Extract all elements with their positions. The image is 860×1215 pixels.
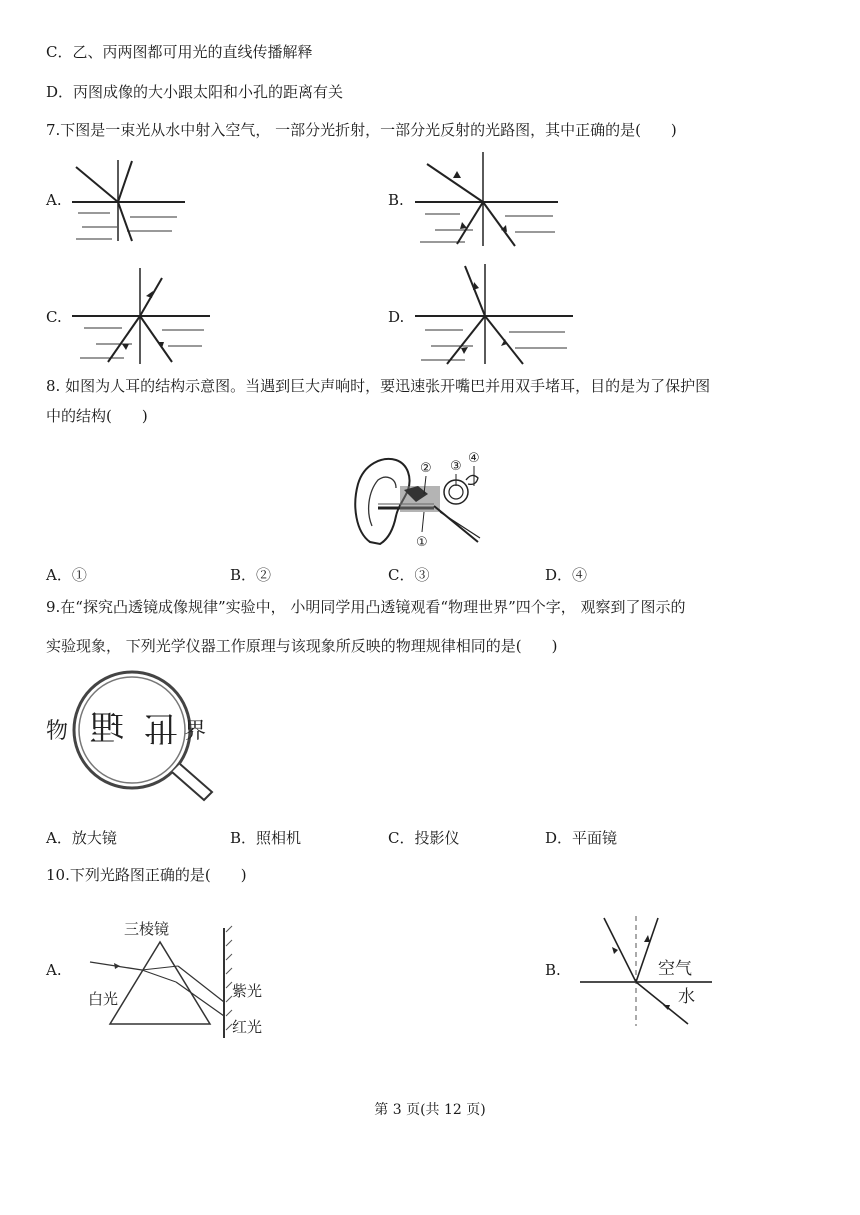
- q9-stem-line1: 9.在“探究凸透镜成像规律”实验中， 小明同学用凸透镜观看“物理世界”四个字， 观察到了图示的: [46, 598, 686, 616]
- q10-stem: 10.下列光路图正确的是( ): [46, 866, 247, 884]
- q7-option-b-label: B.: [388, 191, 404, 209]
- q9-option-d: D．平面镜: [545, 829, 618, 847]
- white-light-label: 白光: [88, 990, 119, 1008]
- magnifier-char-shi-inverted: 世: [144, 707, 178, 747]
- page-footer: 第 3 页(共 12 页): [374, 1102, 486, 1118]
- q10-option-a-label: A.: [46, 961, 62, 979]
- magnifier-char-li-mirrored: 理: [90, 709, 124, 749]
- q7-figure-c: [72, 266, 212, 366]
- q7-figure-a: [72, 155, 187, 245]
- q10-option-b-label: B.: [545, 961, 561, 979]
- q7-figure-b: [415, 150, 560, 248]
- ear-structure-figure: [348, 446, 496, 554]
- q7-option-a-label: A.: [46, 191, 62, 209]
- q9-stem-line2: 实验现象， 下列光学仪器工作原理与该现象所反映的物理规律相同的是( ): [46, 637, 558, 655]
- air-label: 空气: [658, 959, 692, 979]
- q9-option-c: C．投影仪: [388, 829, 460, 847]
- q8-option-c: C．③: [388, 566, 430, 584]
- q6-option-d: D．丙图成像的大小跟太阳和小孔的距离有关: [46, 83, 344, 101]
- q7-option-d-label: D.: [388, 308, 405, 326]
- q8-option-b: B．②: [230, 566, 272, 584]
- ear-label-2: ②: [420, 461, 432, 476]
- magnifier-char-wu: 物: [46, 719, 69, 744]
- q7-stem: 7.下图是一束光从水中射入空气， 一部分光折射，一部分光反射的光路图，其中正确的是( ): [46, 121, 677, 139]
- q7-option-c-label: C.: [46, 308, 62, 326]
- ear-label-3: ③: [450, 459, 462, 474]
- prism-label: 三棱镜: [124, 920, 170, 938]
- water-label: 水: [678, 987, 695, 1007]
- q9-option-b: B．照相机: [230, 829, 302, 847]
- prism-dispersion-figure: [80, 912, 280, 1042]
- refraction-figure: [576, 912, 716, 1030]
- ear-label-4: ④: [468, 451, 480, 466]
- ear-label-1: ①: [416, 535, 428, 550]
- q8-stem-line2: 中的结构( ): [46, 407, 148, 425]
- magnifier-figure: [44, 668, 214, 808]
- red-light-label: 红光: [232, 1018, 263, 1036]
- q9-option-a: A．放大镜: [46, 829, 117, 847]
- q6-option-c: C．乙、丙两图都可用光的直线传播解释: [46, 43, 313, 61]
- q7-figure-d: [415, 262, 575, 366]
- violet-light-label: 紫光: [232, 982, 263, 1000]
- q8-option-d: D．④: [545, 566, 588, 584]
- q8-option-a: A．①: [46, 566, 87, 584]
- q8-stem-line1: 8. 如图为人耳的结构示意图。当遇到巨大声响时，要迅速张开嘴巴并用双手堵耳，目的是为了保护图: [46, 377, 711, 395]
- magnifier-char-jie: 界: [184, 719, 207, 744]
